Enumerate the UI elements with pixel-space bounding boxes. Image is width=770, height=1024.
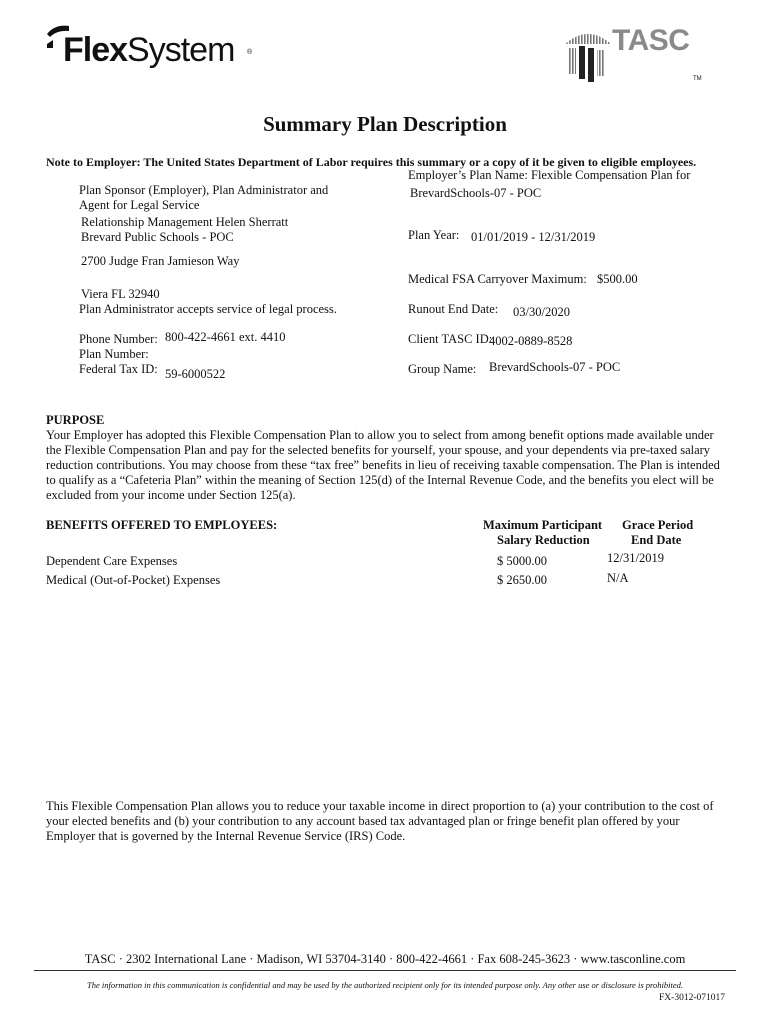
col-max-header-2: Salary Reduction [497, 533, 590, 547]
benefit-row-max: $ 5000.00 [497, 554, 547, 568]
closing-text: This Flexible Compensation Plan allows you to reduce your taxable income in direct proportion to (a) your contribution to the cost of your elected benefits and (b) your contribution to any account based tax advantaged plan or fringe benefit plan offered by your Employer that is governed by the Internal Revenue Service (IRS) Code. [46, 799, 714, 843]
runout-value: 03/30/2020 [513, 305, 570, 319]
tax-id-value: 59-6000522 [165, 367, 226, 381]
legal-service-note: Plan Administrator accepts service of legal process. [79, 302, 337, 316]
trademark-mark: TM [693, 76, 702, 82]
col-grace-header-1: Grace Period [622, 518, 694, 532]
address-line1: 2700 Judge Fran Jamieson Way [81, 254, 240, 268]
group-name-value: BrevardSchools-07 - POC [489, 360, 621, 374]
form-number: FX-3012-071017 [659, 993, 725, 1003]
benefit-row-name: Medical (Out-of-Pocket) Expenses [46, 573, 221, 587]
address-line2: Viera FL 32940 [81, 287, 160, 301]
relationship-manager: Relationship Management Helen Sherratt [81, 215, 289, 229]
benefits-heading: BENEFITS OFFERED TO EMPLOYEES: [46, 518, 278, 532]
confidentiality-notice: The information in this communication is confidential and may be used by the authorized recipient only for its intended purpose only. Any other use or disclosure is prohibited. [87, 980, 683, 990]
plan-number-label: Plan Number: [79, 347, 149, 361]
footer-address: TASC · 2302 International Lane · Madison, WI 53704-3140 · 800-422-4661 · Fax 608-245-3623 · www.tasconline.com [84, 952, 686, 966]
tax-id-label: Federal Tax ID: [79, 362, 158, 376]
flexsystem-logo: FlexSystem [63, 31, 235, 69]
plan-name-value: BrevardSchools-07 - POC [410, 186, 542, 200]
sponsor-label-line1: Plan Sponsor (Employer), Plan Administrator and [79, 183, 329, 197]
tasc-wordmark: TASC [612, 24, 690, 57]
client-id-label: Client TASC ID: [408, 332, 493, 346]
page-title: Summary Plan Description [263, 112, 507, 136]
carryover-label: Medical FSA Carryover Maximum: [408, 272, 587, 286]
footer-divider [34, 970, 736, 971]
sponsor-label-line2: Agent for Legal Service [79, 198, 200, 212]
runout-label: Runout End Date: [408, 302, 499, 316]
benefit-row-grace: 12/31/2019 [607, 551, 664, 565]
phone-value: 800-422-4661 ext. 4410 [165, 330, 286, 344]
employer-name: Brevard Public Schools - POC [81, 230, 234, 244]
benefit-row-name: Dependent Care Expenses [46, 554, 178, 568]
registered-mark: ® [247, 49, 253, 56]
plan-name-label: Employer’s Plan Name: Flexible Compensation Plan for [408, 168, 691, 182]
col-grace-header-2: End Date [631, 533, 682, 547]
purpose-text: Your Employer has adopted this Flexible Compensation Plan to allow you to select from among benefit options made available under the Flexible Compensation Plan and pay for the selected benefits for yourself, your spouse, and your dependents via pre-taxed salary reduction contributions. You may choose from these “tax free” benefits in lieu of receiving taxable compensation. The Plan is intended to qualify as a “Cafeteria Plan” within the meaning of Section 125(d) of the Internal Revenue Code, and the benefits you elect will be excluded from your income under Section 125(a). [46, 428, 720, 502]
group-name-label: Group Name: [408, 362, 477, 376]
carryover-value: $500.00 [597, 272, 638, 286]
purpose-heading: PURPOSE [46, 413, 105, 427]
benefit-row-max: $ 2650.00 [497, 573, 547, 587]
employer-note: Note to Employer: The United States Department of Labor requires this summary or a copy of it be given to eligible employees. [46, 155, 697, 169]
plan-year-label: Plan Year: [408, 228, 460, 242]
col-max-header-1: Maximum Participant [483, 518, 603, 532]
phone-label: Phone Number: [79, 332, 158, 346]
client-id-value: 4002-0889-8528 [489, 334, 573, 348]
plan-year-value: 01/01/2019 - 12/31/2019 [471, 230, 596, 244]
benefit-row-grace: N/A [607, 571, 629, 585]
